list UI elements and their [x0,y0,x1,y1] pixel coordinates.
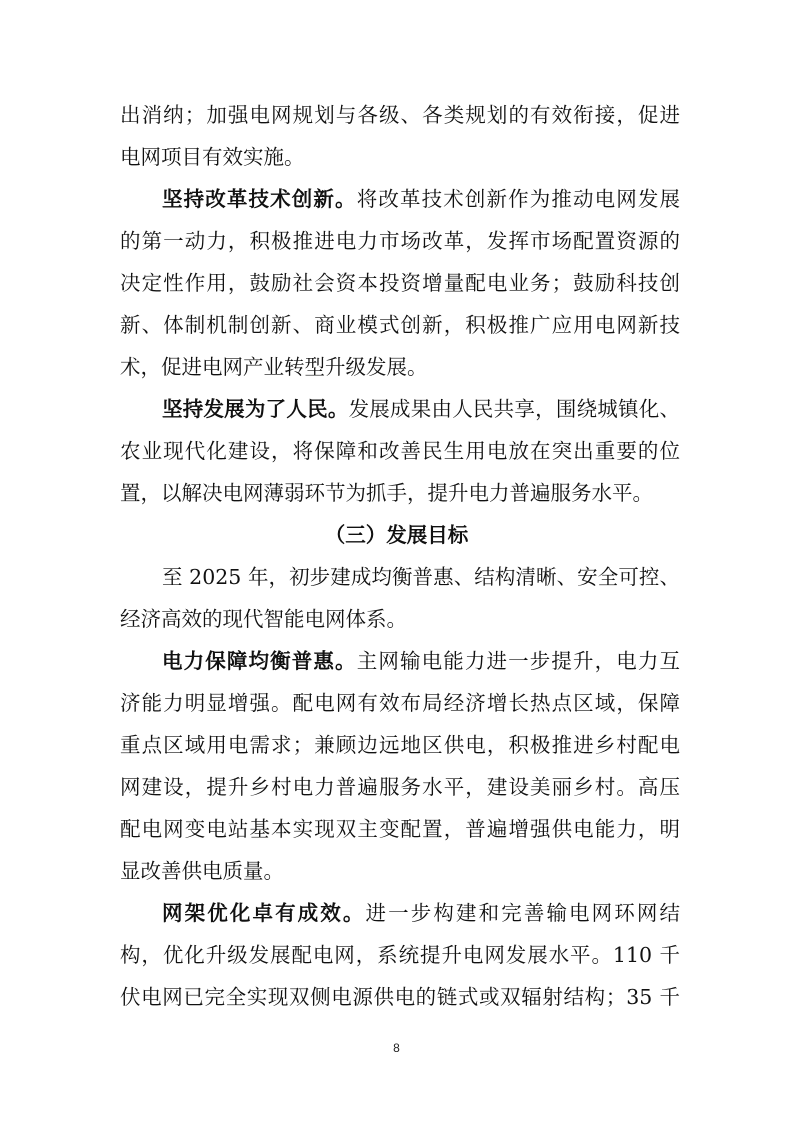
body-text-line: 置，以解决电网薄弱环节为抓手，提升电力普遍服务水平。 [120,481,653,505]
paragraph-first-line [162,646,680,676]
page-number: 8 [393,1041,400,1055]
body-text-line: 构，优化升级发展配电网，系统提升电网发展水平。110 千 [120,943,680,967]
body-text-line: 电网项目有效实施。 [120,145,305,169]
body-text-line: 的第一动力，积极推进电力市场改革，发挥市场配置资源的 [120,229,680,253]
body-text-line: 术，促进电网产业转型升级发展。 [120,355,428,379]
paragraph-first-line [162,898,680,928]
body-text-line: 配电网变电站基本实现双主变配置，普遍增强供电能力，明 [120,817,680,841]
body-text-line: 出消纳；加强电网规划与各级、各类规划的有效衔接，促进 [120,103,680,127]
paragraph-lead: 坚持改革技术创新。 [162,187,357,211]
section-heading: （三）发展目标 [324,523,469,547]
paragraph-lead: 网架优化卓有成效。 [162,901,366,925]
body-text-line: 网建设，提升乡村电力普遍服务水平，建设美丽乡村。高压 [120,775,680,799]
paragraph-text: 发展成果由人民共享，围绕城镇化、 [348,397,680,421]
body-text-line: 重点区域用电需求；兼顾边远地区供电，积极推进乡村配电 [120,733,680,757]
body-text-line: 至 2025 年，初步建成均衡普惠、结构清晰、安全可控、 [162,565,680,589]
paragraph-text: 进一步构建和完善输电网环网结 [365,901,680,925]
paragraph-text: 将改革技术创新作为推动电网发展 [356,187,680,211]
body-text-line: 新、体制机制创新、商业模式创新，积极推广应用电网新技 [120,313,680,337]
paragraph-lead: 电力保障均衡普惠。 [162,649,357,673]
body-text-line: 农业现代化建设，将保障和改善民生用电放在突出重要的位 [120,439,680,463]
body-text-line: 决定性作用，鼓励社会资本投资增量配电业务；鼓励科技创 [120,271,680,295]
body-text-line: 显改善供电质量。 [120,859,284,883]
body-text-line: 济能力明显增强。配电网有效布局经济增长热点区域，保障 [120,691,680,715]
body-text-line: 经济高效的现代智能电网体系。 [120,607,407,631]
paragraph-text: 主网输电能力进一步提升，电力互 [356,649,680,673]
paragraph-lead: 坚持发展为了人民。 [162,397,349,421]
paragraph-first-line [162,394,680,424]
body-text-line: 伏电网已完全实现双侧电源供电的链式或双辐射结构；35 千 [120,985,680,1009]
paragraph-first-line [162,184,680,214]
